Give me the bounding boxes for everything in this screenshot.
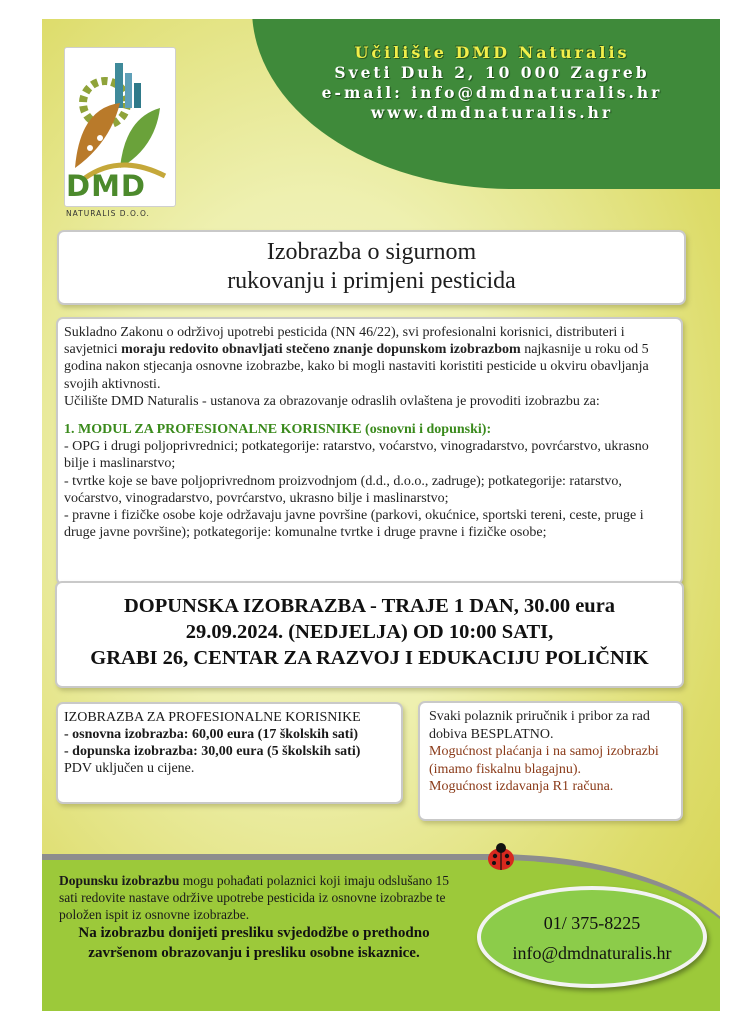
course-box <box>55 581 684 688</box>
title-box <box>57 230 686 305</box>
school-email[interactable]: e-mail: info@dmdnaturalis.hr <box>321 83 663 102</box>
contact-email[interactable]: info@dmdnaturalis.hr <box>512 943 672 963</box>
info-box <box>418 701 683 821</box>
ladybug-icon <box>484 842 518 872</box>
header-contact-block <box>292 43 692 123</box>
contact-oval <box>477 886 707 988</box>
intro-paragraph: Sukladno Zakonu o održivoj upotrebi pesticida (NN 46/22), svi profesionalni korisnici, distributeri i savjetnici moraju redovito obnavljati stečeno znanje dopunskom izobrazbom najkasnije u roku od 5 godina nakon stjecanja osnovne izobrazbe, kako bi mogli nastaviti koristiti pesticide u okviru obavljanja svojih aktivnosti. <box>64 325 649 392</box>
intro-box <box>56 317 683 585</box>
intro-authority: Učilište DMD Naturalis - ustanova za obrazovanje odraslih ovlaštena je provoditi izobrazbu za: <box>64 393 600 409</box>
price-extra: - dopunska izobrazba: 30,00 eura (5 školskih sati) <box>64 744 361 759</box>
info-invoice: Mogućnost izdavanja R1 računa. <box>429 779 614 794</box>
price-basic: - osnovna izobrazba: 60,00 eura (17 školskih sati) <box>64 727 359 742</box>
price-vat: PDV uključen u cijene. <box>64 761 195 776</box>
course-line-1: DOPUNSKA IZOBRAZBA - TRAJE 1 DAN, 30.00 eura <box>123 595 616 617</box>
school-website[interactable]: www.dmdnaturalis.hr <box>370 103 614 122</box>
list-item: - pravne i fizičke osobe koje održavaju javne površine (parkovi, okućnice, sportski tereni, ceste, pruge i druge javne površine); potkategorije: komunalne tvrtke i druge pravne i fizičke osobe; <box>64 508 644 541</box>
module-heading: 1. MODUL ZA PROFESIONALNE KORISNIKE (osnovni i dopunski): <box>64 422 492 438</box>
bottom-requirements: Na izobrazbu donijeti presliku svjedodžbe o prethodno završenom obrazovanju i presliku osobne iskaznice. <box>78 925 430 961</box>
title-line-2: rukovanju i primjeni pesticida <box>227 268 516 294</box>
price-box <box>56 702 403 804</box>
list-item: - OPG i drugi poljoprivrednici; potkategorije: ratarstvo, voćarstvo, vinogradarstvo, povrćarstvo, ukrasno bilje i maslinarstvo; <box>64 439 649 472</box>
title-line-1: Izobrazba o sigurnom <box>266 239 477 265</box>
school-address: Sveti Duh 2, 10 000 Zagreb <box>334 63 650 82</box>
bottom-note: Dopunsku izobrazbu mogu pohađati polaznici koji imaju odslušano 15 sati redovite nastave održive upotrebe pesticida iz osnovne izobrazbe te položen ispit iz osnovne izobrazbe. <box>59 873 450 922</box>
school-name: Učilište DMD Naturalis <box>354 43 630 62</box>
info-payment: Mogućnost plaćanja i na samoj izobrazbi (imamo fiskalnu blagajnu). <box>429 744 659 777</box>
logo-subtitle: NATURALIS D.O.O. <box>66 209 150 218</box>
list-item: - tvrtke koje se bave poljoprivrednom proizvodnjom (d.d., d.o.o., zadruge); potkategorije: ratarstvo, voćarstvo, vinogradarstvo, povrćarstvo, ukrasno bilje i maslinarstvo; <box>64 473 622 506</box>
contact-phone[interactable]: 01/ 375-8225 <box>543 913 641 933</box>
logo-name: DMD <box>66 169 147 203</box>
price-heading: IZOBRAZBA ZA PROFESIONALNE KORISNIKE <box>64 710 361 725</box>
info-free: Svaki polaznik priručnik i pribor za rad dobiva BESPLATNO. <box>429 709 650 742</box>
course-line-3: GRABI 26, CENTAR ZA RAZVOJ I EDUKACIJU POLIČNIK <box>90 647 649 669</box>
flyer-page <box>42 19 720 1011</box>
course-line-2: 29.09.2024. (NEDJELJA) OD 10:00 SATI, <box>185 621 554 643</box>
